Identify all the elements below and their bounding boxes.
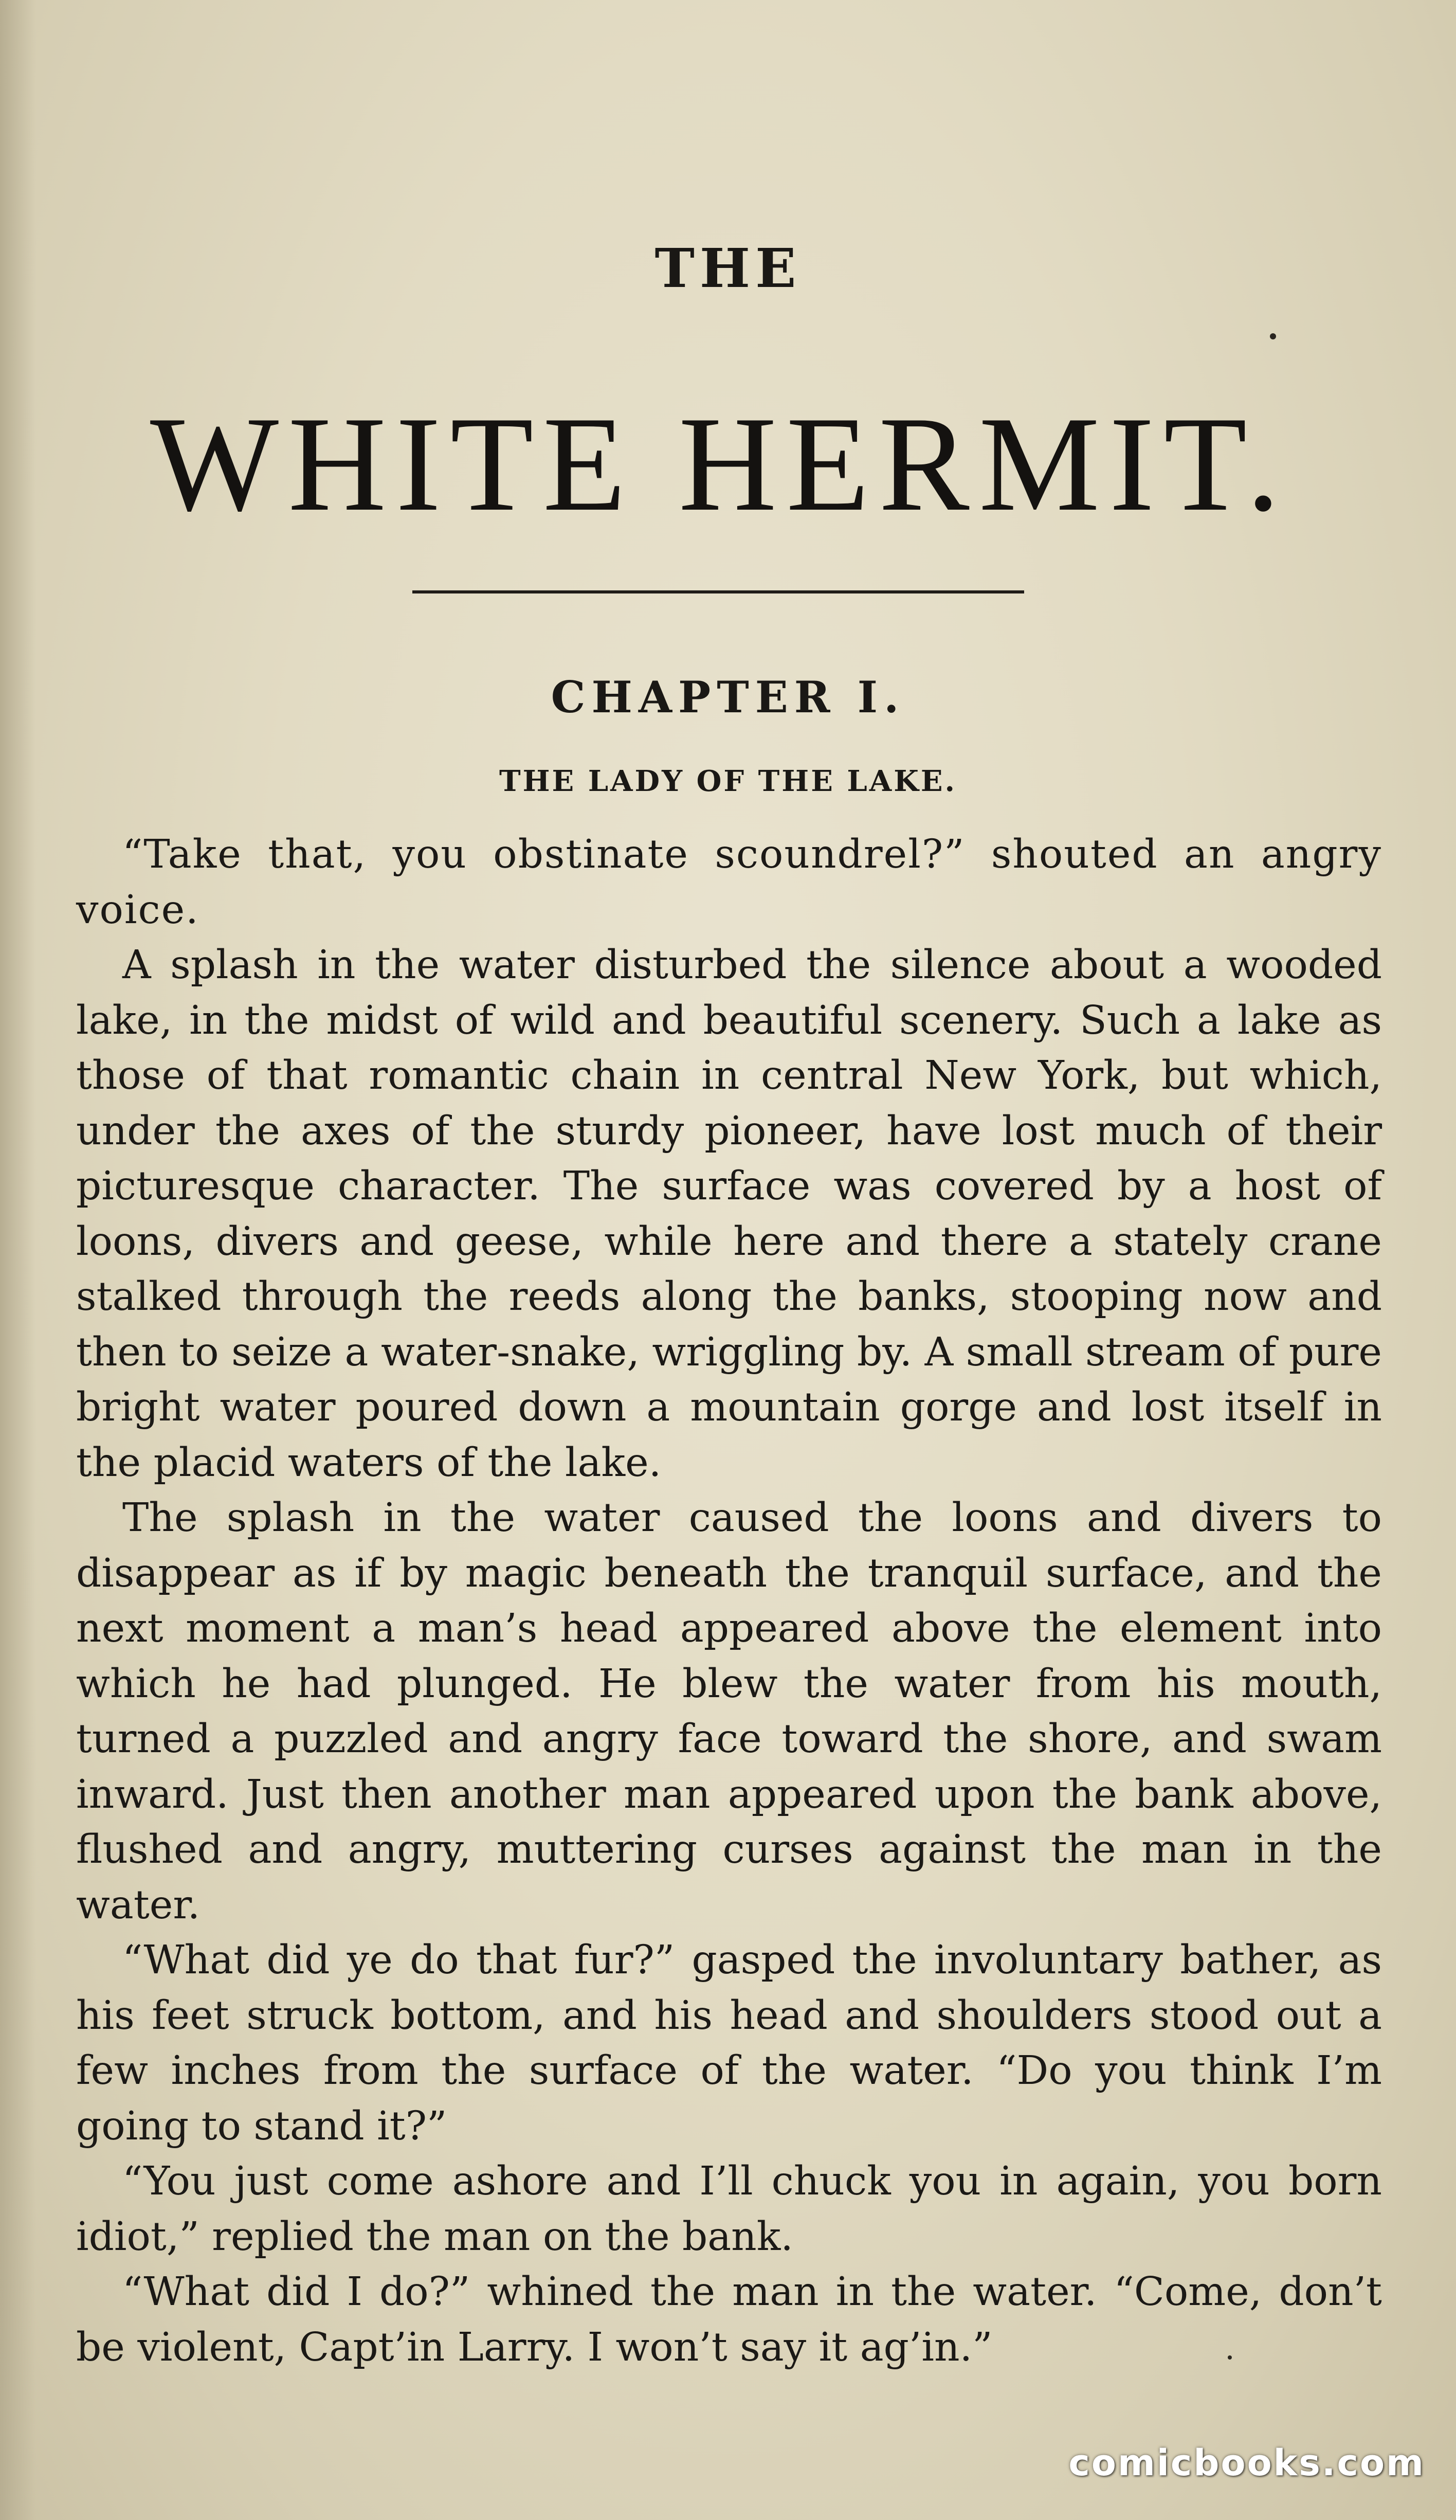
book-title: WHITE HERMIT. — [150, 389, 1290, 539]
paragraph: “You just come ashore and I’ll chuck you in again, you born idiot,” replied the man on the bank. — [76, 2158, 1382, 2260]
chapter-subtitle: THE LADY OF THE LAKE. — [499, 764, 957, 798]
watermark: comicbooks.com — [1068, 2442, 1425, 2484]
ink-speck — [1270, 333, 1276, 339]
paragraph: “What did ye do that fur?” gasped the involuntary bather, as his feet struck bottom, and his head and shoulders stood out a few inches from the surface of the water. “Do you think I’m going to stand it?” — [76, 1937, 1382, 2149]
paragraph: The splash in the water caused the loons and divers to disappear as if by magic beneath the tranquil surface, and the next moment a man’s head appeared above the element into which he had plunged. He blew the water from his mouth, turned a puzzled and angry face toward the shore, and swam inward. Just then another man appeared upon the bank above, flushed and angry, muttering curses against the man in the water. — [76, 1495, 1382, 1928]
title-the: THE — [654, 237, 802, 300]
paragraph: “What did I do?” whined the man in the water. “Come, don’t be violent, Capt’in Larry. I won’t say it ag’in.” — [76, 2269, 1382, 2370]
chapter-heading: CHAPTER I. — [551, 672, 905, 723]
paragraph: “Take that, you obstinate scoundrel?” shouted an angry voice. — [76, 832, 1382, 933]
chapter-body — [76, 827, 1382, 2375]
title-rule — [412, 590, 1024, 593]
page-edge-shadow — [0, 0, 36, 2520]
paragraph: A splash in the water disturbed the silence about a wooded lake, in the midst of wild and beautiful scenery. Such a lake as those of that romantic chain in central New York, but which, under the axes of the sturdy pioneer, have lost much of their picturesque character. The surface was covered by a host of loons, divers and geese, while here and there a stately crane stalked through the reeds along the banks, stooping now and then to seize a water-snake, wriggling by. A small stream of pure bright water poured down a mountain gorge and lost itself in the placid waters of the lake. — [76, 942, 1382, 1486]
